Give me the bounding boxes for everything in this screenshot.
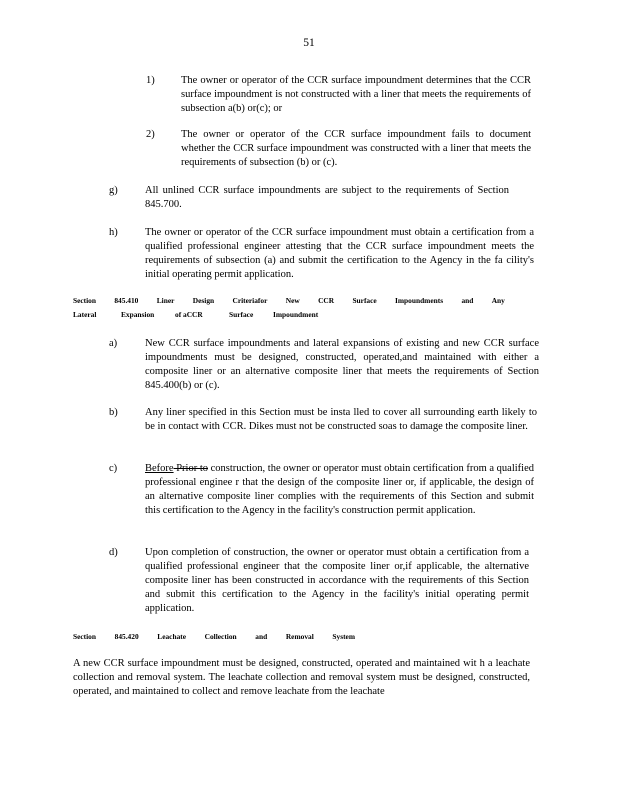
list-item (109, 462, 534, 534)
section-heading-845-410 (73, 294, 505, 322)
list-item-text: The owner or operator of the CCR surface impoundment determines that the CCR surface impoundment is not constructed with a liner that meets the requirements of subsection a(b) or(c); or (181, 75, 531, 114)
list-item (109, 184, 529, 214)
heading-line: Section 845.420 Leachate Collection and Removal System (73, 632, 355, 641)
inserted-text: Before (145, 463, 174, 474)
list-item-label: g) (109, 185, 118, 196)
list-item (109, 546, 529, 618)
deleted-text: Prior to (173, 463, 208, 474)
list-item-text: All unlined CCR surface impoundments are subject to the requirements of Section 845.700. (145, 185, 509, 210)
section-heading-845-420 (73, 630, 355, 644)
list-item (109, 406, 537, 450)
list-item-label: d) (109, 547, 118, 558)
list-item (146, 128, 531, 172)
list-item-text: Before Prior to construction, the owner or operator must obtain certification from a qualified professional enginee r that the design of the composite liner or, if applicable, the design of an alternative composite liner complies with the requirements of this Section and submit this certification to the Agency in the facility's construction permit application. (145, 463, 534, 516)
heading-line: Lateral Expansion of aCCR Surface Impoundment (73, 310, 319, 319)
body-paragraph: A new CCR surface impoundment must be designed, constructed, operated and maintained wit h a leachate collection and removal system. The leachate collection and removal system must be designed, constructed, operated, and maintained to collect and remove leachate from the leachate (73, 658, 530, 697)
page-number: 51 (303, 37, 315, 49)
list-item-label: h) (109, 227, 118, 238)
heading-line: Section 845.410 Liner Design Criteriafor New CCR Surface Impoundments and Any (73, 296, 505, 305)
list-item (146, 74, 531, 118)
list-item (109, 226, 534, 284)
list-item-label: b) (109, 407, 118, 418)
list-item-label: 2) (146, 129, 155, 140)
list-item-label: a) (109, 338, 118, 349)
list-item-text: New CCR surface impoundments and lateral expansions of existing and new CCR surface impoundments must be designed, constructed, operated,and maintained with either a composite liner or an alternative composite liner that meets the requirements of Section 845.400(b) or (c). (145, 338, 539, 391)
list-item (109, 337, 539, 395)
list-item-text: The owner or operator of the CCR surface impoundment fails to document whether the CCR surface impoundment was constructed with a liner that meets the requirements of subsection (b) or (c). (181, 129, 531, 168)
list-item-label: c) (109, 463, 118, 474)
list-item-text: The owner or operator of the CCR surface impoundment must obtain a certification from a qualified professional engineer attesting that the CCR surface impoundment meets the requirements of subsection (a) and submit the certification to the Agency in the fa cility's initial operating permit application. (145, 227, 534, 280)
list-item-text: Any liner specified in this Section must be insta lled to cover all surrounding earth likely to be in contact with CCR. Dikes must not be constructed soas to damage the composite liner. (145, 407, 537, 432)
list-item-label: 1) (146, 75, 155, 86)
list-item-text: Upon completion of construction, the owner or operator must obtain a certification from a qualified professional engineer that the composite liner or,if applicable, the alternative composite liner has been constructed in accordance with the requirements of this Section and submit this certification to the Agency in the facility's initial operating permit application. (145, 547, 529, 614)
